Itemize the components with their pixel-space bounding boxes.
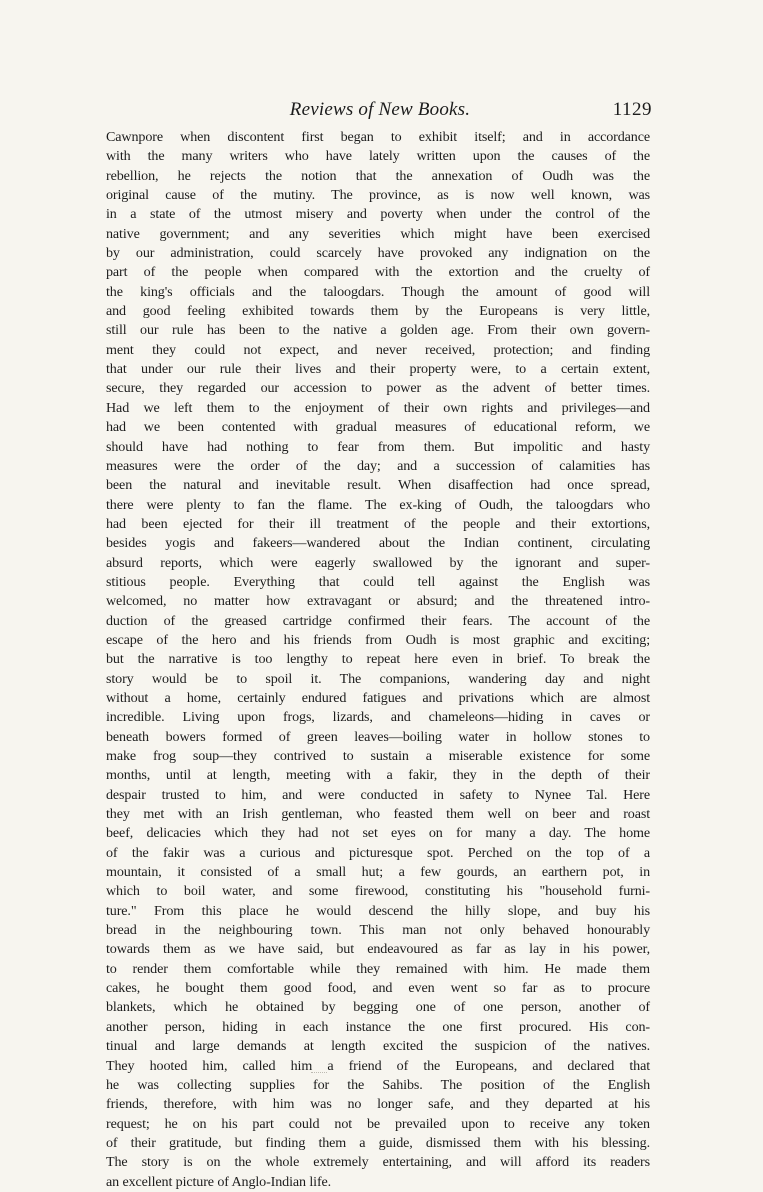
text-line: Cawnpore when discontent first began to exhibit itself; and in accordance	[106, 129, 650, 145]
text-line: of their gratitude, but finding them a guide, dismissed them with his blessing.	[106, 1134, 650, 1151]
text-line: secure, they regarded our accession to power as the advent of better times.	[106, 380, 650, 397]
text-line: beneath bowers formed of green leaves—boiling water in hollow stones to	[106, 728, 650, 745]
text-line: ture." From this place he would descend the hilly slope, and buy his	[106, 902, 650, 919]
text-line: had we been contented with gradual measures of educational reform, we	[106, 419, 650, 436]
text-line: tinual and large demands at length excited the suspicion of the natives.	[106, 1038, 650, 1055]
text-line: and good feeling exhibited towards them by the Europeans is very little,	[106, 303, 650, 320]
text-line: escape of the hero and his friends from Oudh is most graphic and exciting;	[106, 631, 650, 648]
text-line: The story is on the whole extremely entertaining, and will afford its readers	[106, 1154, 650, 1171]
text-line: another person, hiding in each instance the one first procured. His con-	[106, 1018, 650, 1035]
text-line: there were plenty to fan the flame. The ex-king of Oudh, the taloogdars who	[106, 496, 650, 513]
text-line: in a state of the utmost misery and poverty when under the control of the	[106, 206, 650, 223]
text-line: been the natural and inevitable result. When disaffection had once spread,	[106, 477, 650, 494]
text-line: rebellion, he rejects the notion that the annexation of Oudh was the	[106, 167, 650, 184]
text-line: cakes, he bought them good food, and even went so far as to procure	[106, 980, 650, 997]
text-line: measures were the order of the day; and a succession of calamities has	[106, 457, 650, 474]
text-line: stitious people. Everything that could tell against the English was	[106, 573, 650, 590]
text-line: the king's officials and the taloogdars. Though the amount of good will	[106, 283, 650, 300]
text-line: still our rule has been to the native a golden age. From their own govern-	[106, 322, 650, 339]
text-line: besides yogis and fakeers—wandered about the Indian continent, circulating	[106, 535, 650, 552]
text-line: ment they could not expect, and never received, protection; and finding	[106, 341, 650, 358]
text-line: blankets, which he obtained by begging one of one person, another of	[106, 999, 650, 1016]
page-number: 1129	[612, 99, 652, 120]
running-title: Reviews of New Books.	[289, 99, 471, 120]
text-line: that under our rule their lives and their property were, to a certain extent,	[106, 361, 650, 378]
page-footer-mark	[311, 1072, 327, 1077]
text-line: friends, therefore, with him was no longer safe, and they departed at his	[106, 1096, 650, 1113]
text-line: original cause of the mutiny. The province, as is now well known, was	[106, 187, 650, 204]
text-line: but the narrative is too lengthy to repeat here even in brief. To break the	[106, 651, 650, 668]
text-line: had been ejected for their ill treatment of the people and their extortions,	[106, 515, 650, 532]
text-line: incredible. Living upon frogs, lizards, and chameleons—hiding in caves or	[106, 709, 650, 726]
text-line: to render them comfortable while they remained with him. He made them	[106, 960, 650, 977]
text-line: months, until at length, meeting with a fakir, they in the depth of their	[106, 767, 650, 784]
text-line: mountain, it consisted of a small hut; a few gourds, an earthern pot, in	[106, 864, 650, 881]
text-line: absurd reports, which were eagerly swallowed by the ignorant and super-	[106, 554, 650, 571]
text-line: welcomed, no matter how extravagant or absurd; and the threatened intro-	[106, 593, 650, 610]
text-line: should have had nothing to fear from them. But impolitic and hasty	[106, 438, 650, 455]
text-line: despair trusted to him, and were conducted in safety to Nynee Tal. Here	[106, 786, 650, 803]
text-line: They hooted him, called him a friend of the Europeans, and declared that	[106, 1057, 650, 1074]
text-line: of the fakir was a curious and picturesque spot. Perched on the top of a	[106, 844, 650, 861]
running-head	[106, 99, 654, 125]
text-line: towards them as we have said, but endeavoured as far as lay in his power,	[106, 941, 650, 958]
text-line: make frog soup—they contrived to sustain a miserable existence for some	[106, 748, 650, 764]
text-line: duction of the greased cartridge confirmed their fears. The account of the	[106, 612, 650, 629]
text-line: without a home, certainly endured fatigues and privations which are almost	[106, 689, 650, 706]
text-line: request; he on his part could not be prevailed upon to receive any token	[106, 1115, 650, 1132]
text-line: an excellent picture of Anglo-Indian life.	[106, 1173, 332, 1190]
text-line: bread in the neighbouring town. This man not only behaved honourably	[106, 922, 650, 939]
text-line: story would be to spoil it. The companions, wandering day and night	[106, 670, 650, 687]
text-line: they met with an Irish gentleman, who feasted them well on beer and roast	[106, 806, 650, 823]
text-line: he was collecting supplies for the Sahibs. The position of the English	[106, 1076, 650, 1093]
text-line: part of the people when compared with the extortion and the cruelty of	[106, 264, 650, 281]
text-line: native government; and any severities which might have been exercised	[106, 225, 650, 242]
text-line: with the many writers who have lately written upon the causes of the	[106, 148, 650, 165]
text-line: beef, delicacies which they had not set eyes on for many a day. The home	[106, 825, 650, 842]
text-line: which to boil water, and some firewood, constituting his "household furni-	[106, 883, 650, 900]
body-text	[106, 128, 650, 1192]
text-line: by our administration, could scarcely have provoked any indignation on the	[106, 245, 650, 262]
text-line: Had we left them to the enjoyment of their own rights and privileges—and	[106, 399, 650, 416]
